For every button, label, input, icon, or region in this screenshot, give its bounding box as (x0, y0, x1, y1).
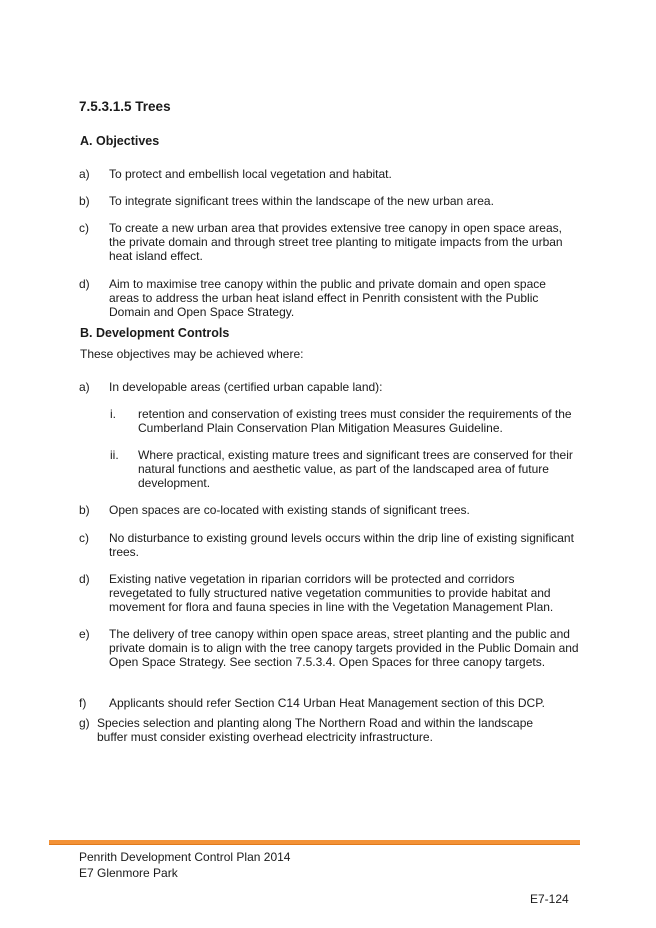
control-text-g: Species selection and planting along The Northern Road and within the landscape buffer must consider existing overhead electricity infrastructure. (97, 716, 534, 744)
controls-heading: B. Development Controls (80, 326, 230, 340)
control-text-f: Applicants should refer Section C14 Urban Heat Management section of this DCP. (109, 696, 546, 710)
control-label-g: g) (79, 716, 90, 730)
control-text-e: The delivery of tree canopy within open space areas, street planting and the public and private domain is to align with the tree canopy targets provided in the Public Domain and Open Space Strategy. See section 7.5.3.4. Open Spaces for three canopy targets. (109, 627, 579, 669)
control-label-c: c) (79, 531, 89, 545)
control-text-a: In developable areas (certified urban capable land): (109, 380, 383, 394)
footer-section-title: E7 Glenmore Park (79, 866, 178, 880)
control-label-a-ii: ii. (110, 448, 119, 462)
footer-rule (49, 840, 580, 845)
section-heading: 7.5.3.1.5 Trees (79, 99, 171, 114)
page-number: E7-124 (530, 892, 569, 906)
control-text-c: No disturbance to existing ground levels occurs within the drip line of existing significant trees. (109, 531, 574, 559)
objective-text-a: To protect and embellish local vegetation and habitat. (109, 167, 392, 181)
objective-label-d: d) (79, 277, 90, 291)
control-label-a-i: i. (110, 407, 116, 421)
control-label-f: f) (79, 696, 87, 710)
objective-label-c: c) (79, 221, 89, 235)
objective-label-b: b) (79, 194, 90, 208)
controls-intro: These objectives may be achieved where: (80, 347, 304, 361)
control-label-b: b) (79, 503, 90, 517)
control-text-b: Open spaces are co-located with existing stands of significant trees. (109, 503, 470, 517)
control-text-a-i: retention and conservation of existing trees must consider the requirements of the Cumberland Plain Conservation Plan Mitigation Measures Guideline. (138, 407, 572, 435)
objective-label-a: a) (79, 167, 90, 181)
objectives-heading: A. Objectives (80, 134, 160, 148)
control-text-d: Existing native vegetation in riparian corridors will be protected and corridors revegetated to fully structured native vegetation communities to provide habitat and movement for flora and fauna species in line with the Vegetation Management Plan. (109, 572, 554, 614)
control-label-e: e) (79, 627, 90, 641)
control-label-d: d) (79, 572, 90, 586)
control-label-a: a) (79, 380, 90, 394)
objective-text-c: To create a new urban area that provides extensive tree canopy in open space areas, the private domain and through street tree planting to mitigate impacts from the urban heat island effect. (109, 221, 563, 263)
control-text-a-ii: Where practical, existing mature trees and significant trees are conserved for their natural functions and aesthetic value, as part of the landscaped area of future development. (138, 448, 573, 490)
objective-text-b: To integrate significant trees within the landscape of the new urban area. (109, 194, 494, 208)
footer-document-title: Penrith Development Control Plan 2014 (79, 850, 291, 864)
objective-text-d: Aim to maximise tree canopy within the public and private domain and open space areas to address the urban heat island effect in Penrith consistent with the Public Domain and Open Space Strategy. (109, 277, 546, 319)
